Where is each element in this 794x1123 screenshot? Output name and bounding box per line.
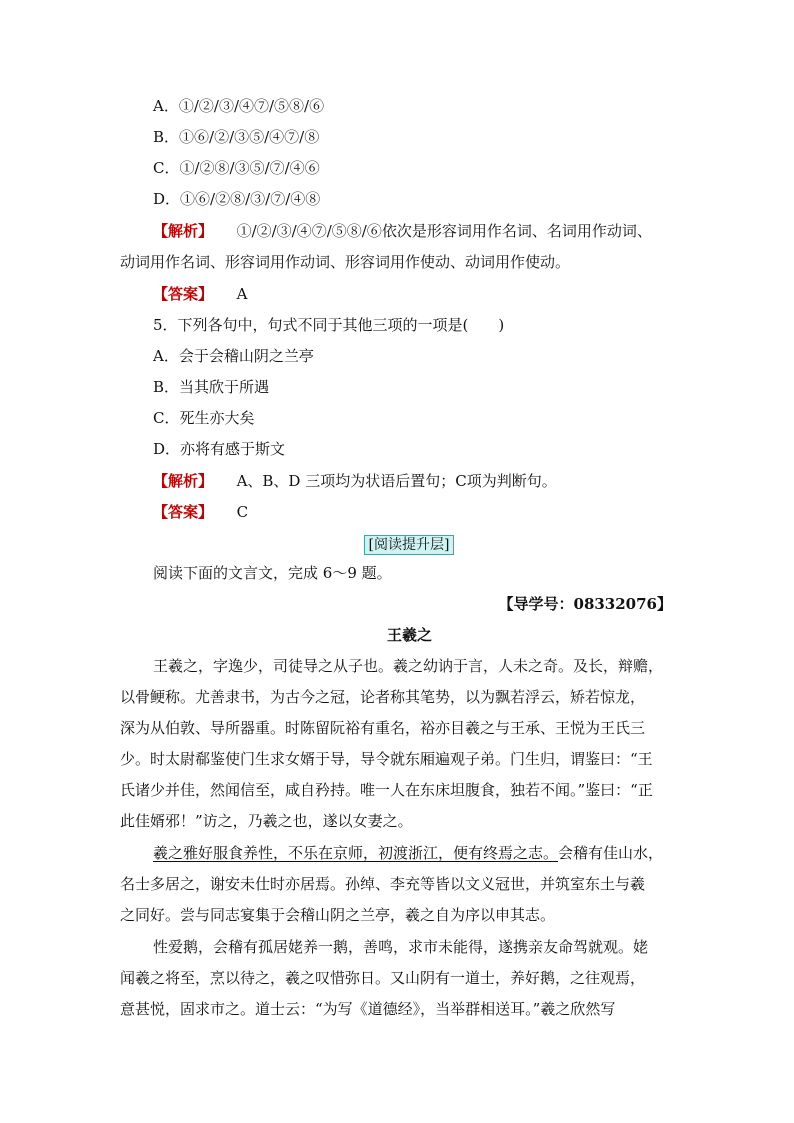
underlined-sentence: 羲之雅好服食养性，不乐在京师，初渡浙江，便有终焉之志。 (153, 844, 559, 862)
guide-number: 【导学号：08332076】 (498, 595, 672, 613)
q4-option-c: C．①/②⑧/③⑤/⑦/④⑥ (153, 159, 320, 177)
p1-line-1: 王羲之，字逸少，司徒导之从子也。羲之幼讷于言，人未之奇。及长，辩赡， (153, 657, 664, 675)
analysis-tag: 【解析】 (153, 472, 214, 490)
q5-option-c: C．死生亦大矣 (153, 409, 255, 427)
q4-analysis-text: ①/②/③/④⑦/⑤⑧/⑥依次是形容词用作名词、名词用作动词、 (236, 222, 652, 240)
p1-line-6: 此佳婿邪！”访之，乃羲之也，遂以女妻之。 (120, 812, 413, 830)
passage-title: 王羲之 (387, 626, 433, 644)
q5-option-b: B．当其欣于所遇 (153, 378, 270, 396)
q5-question: 5．下列各句中，句式不同于其他三项的一项是( ) (153, 316, 505, 334)
p1-line-2: 以骨鲠称。尤善隶书，为古今之冠，论者称其笔势，以为飘若浮云，矫若惊龙， (120, 688, 646, 706)
p3-line-2: 闻羲之将至，烹以待之，羲之叹惜弥日。又山阴有一道士，养好鹅，之往观焉， (120, 969, 646, 987)
section-badge: [阅读提升层] (364, 535, 454, 555)
answer-tag: 【答案】 (153, 503, 214, 521)
q5-option-a: A．会于会稽山阴之兰亭 (153, 347, 314, 365)
q4-option-a: A．①/②/③/④⑦/⑤⑧/⑥ (153, 97, 325, 115)
q4-answer-value: A (236, 285, 248, 303)
p1-line-3: 深为从伯敦、导所器重。时陈留阮裕有重名，裕亦目羲之与王承、王悦为王氏三 (120, 719, 646, 737)
answer-tag: 【答案】 (153, 285, 214, 303)
q4-analysis-line2: 动词用作名词、形容词用作动词、形容词用作使动、动词用作使动。 (120, 253, 571, 271)
q5-analysis-text: A、B、D 三项均为状语后置句；C项为判断句。 (236, 472, 557, 490)
q4-option-b: B．①⑥/②/③⑤/④⑦/⑧ (153, 128, 320, 146)
p2-line-2: 名士多居之，谢安未仕时亦居焉。孙绰、李充等皆以文义冠世，并筑室东土与羲 (120, 875, 646, 893)
q5-answer-row (153, 502, 248, 522)
q4-option-d: D．①⑥/②⑧/③/⑦/④⑧ (153, 190, 321, 208)
analysis-tag: 【解析】 (153, 222, 214, 240)
p2-line-1 (153, 843, 663, 863)
p1-line-5: 氏诸少并佳，然闻信至，咸自矜持。唯一人在东床坦腹食，独若不闻。”鉴曰：“正 (120, 781, 653, 799)
q4-answer-row (153, 284, 247, 304)
q5-answer-value: C (236, 503, 249, 521)
p1-line-4: 少。时太尉郗鉴使门生求女婿于导，导令就东厢遍观子弟。门生归，谓鉴曰：“王 (120, 750, 653, 768)
p2-line-3: 之同好。尝与同志宴集于会稽山阴之兰亭，羲之自为序以申其志。 (120, 906, 556, 924)
p2-line-1-rest: 会稽有佳山水， (558, 844, 664, 862)
q4-analysis-row (153, 221, 652, 241)
q5-analysis-row (153, 471, 557, 491)
q5-option-d: D．亦将有感于斯文 (153, 440, 286, 458)
p3-line-1: 性爱鹅，会稽有孤居姥养一鹅，善鸣，求市未能得，遂携亲友命驾就观。姥 (153, 938, 649, 956)
reading-instruction: 阅读下面的文言文，完成 6～9 题。 (153, 564, 392, 582)
p3-line-3: 意甚悦，固求市之。道士云：“为写《道德经》，当举群相送耳。”羲之欣然写 (120, 1000, 616, 1018)
